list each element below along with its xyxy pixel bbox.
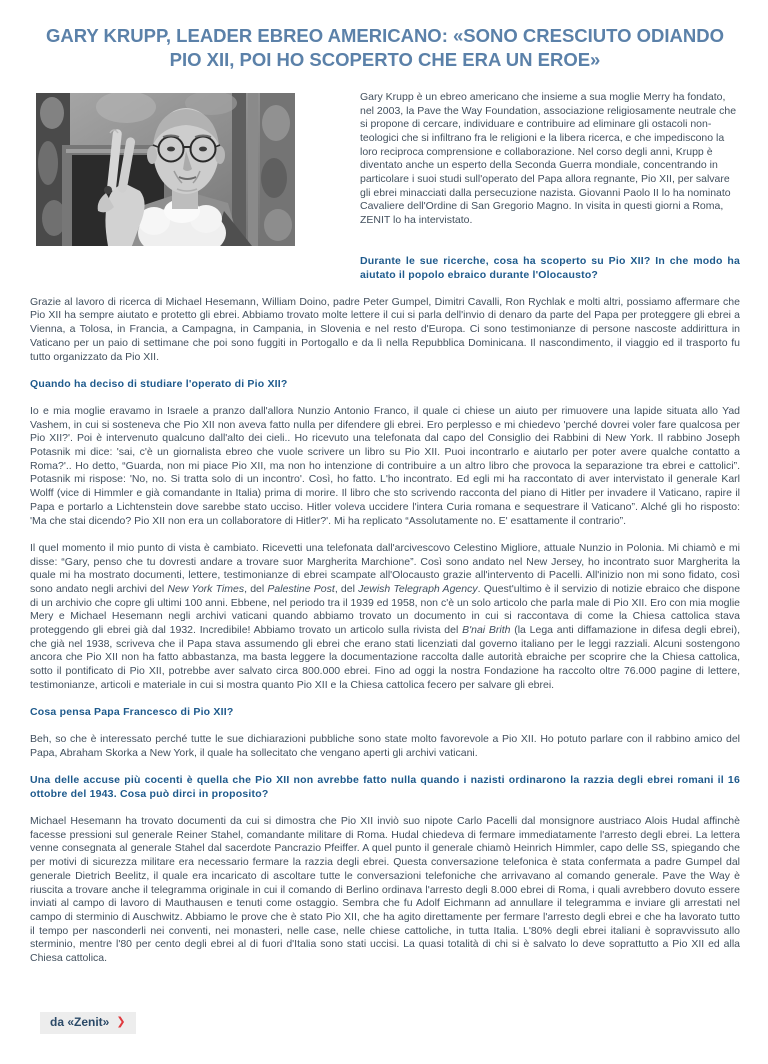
chevron-right-icon: ❯	[116, 1016, 126, 1029]
intro-paragraph: Gary Krupp è un ebreo americano che insieme a sua moglie Merry ha fondato, nel 2003, la Pave the Way Foundation, associazione religiosamente neutrale che si propone di cercare, individuare e contribuire ad eliminare gli ostacoli non-teologici che si infiltrano fra le religioni e la libera ricerca, e che impediscono la loro reciproca comprensione e collaborazione. Nel corso degli anni, Krupp è diventato anche un esperto della Seconda Guerra mondiale, concentrando in particolare i suoi studi sull'operato del Papa allora regnante, Pio XII, per salvare gli ebrei minacciati dalla persecuzione nazista. Giovanni Paolo II lo ha nominato Cavaliere dell'Ordine di San Gregorio Magno. In visita in questi giorni a Roma, ZENIT lo ha intervistato.	[360, 90, 737, 227]
answer-2-part-1: Io e mia moglie eravamo in Israele a pranzo dall'allora Nunzio Antonio Franco, il quale ci chiese un aiuto per rimuovere una lapide situata allo Yad Vashem, in cui si sosteneva che Pio XII non aveva fatto nulla per difendere gli ebrei. Ero perplesso e mi chiedevo 'perché dovrei voler fare qualcosa per Pio XII?'. Poi è intervenuto qualcuno dall'alto dei cieli.. Ho ricevuto una telefonata dal capo del Consiglio dei Rabbini di New York. Il rabbino Joseph Potasnik mi dice: 'sai, c'è un giornalista ebreo che vuole scrivere un libro su Pio XII. Puoi incontrarlo e aiutarlo per poter avere qualche contatto a Roma?'.. Ho detto, “Guarda, non mi piace Pio XII, ma non ho intenzione di contribuire a un altro libro che provoca la separazione tra ebrei e cattolici”. Potasnik mi rispose: 'No, no. Si tratta solo di un incontro'. Così, ho fatto. L'ho incontrato. Ed egli mi ha raccontato di aver intervistato il generale Karl Wolff (vice di Himmler e già comandante in Italia) prima di morire. Il libro che sto scrivendo racconta del piano di Hitler per invadere il Vaticano, rapire il Papa e portarlo a Lichtenstein dove sarebbe stato ucciso. Hitler voleva uccidere l'intera Curia romana e sequestrare il Vaticano”. Alché gli ho risposto: 'Ma che stai dicendo? Pio XII non era un collaboratore di Hitler?'. Mi ha replicato “Assolutamente no. E' esattamente il contrario”.	[30, 404, 740, 527]
source-link[interactable]	[40, 1012, 136, 1035]
question-1: Durante le sue ricerche, cosa ha scoperto su Pio XII? In che modo ha aiutato il popolo ebraico durante l'Olocausto?	[360, 254, 740, 281]
article-footer	[30, 1012, 740, 1035]
page-title: GARY KRUPP, LEADER EBREO AMERICANO: «SONO CRESCIUTO ODIANDO PIO XII, POI HO SCOPERTO CHE ERA UN EROE»	[45, 25, 725, 71]
answer-1: Grazie al lavoro di ricerca di Michael Hesemann, William Doino, padre Peter Gumpel, Dimitri Cavalli, Ron Rychlak e molti altri, possiamo affermare che Pio XII ha sempre aiutato e protetto gli ebrei. Abbiamo trovato molte lettere il cui si parla dell'invio di denaro da parte del Papa per proteggere gli ebrei a Vienna, a Tolosa, in Francia, a Campagna, in Campania, in Slovenia e nel resto d'Europa. Ci sono testimonianze di persone nascoste addirittura in Vaticano per un paio di settimane che poi sono fuggiti in Portogallo e da lì nella Repubblica Dominicana. Il nascondimento, il viaggio ed il trasporto fu tutto organizzato da Pio XII.	[30, 295, 740, 363]
question-2: Quando ha deciso di studiare l'operato di Pio XII?	[30, 377, 288, 390]
question-4: Una delle accuse più cocenti è quella che Pio XII non avrebbe fatto nulla quando i nazisti ordinarono la razzia degli ebrei romani il 16 ottobre del 1943. Cosa può dirci in proposito?	[30, 774, 740, 800]
source-label: da «Zenit»	[50, 1014, 110, 1029]
answer-3: Beh, so che è interessato perché tutte le sue dichiarazioni pubbliche sono state molto favorevole a Pio XII. Ho potuto parlare con il rabbino amico del Papa, Abraham Skorka a New York, il quale ha sollecitato che vengano aperti gli archivi vaticani.	[30, 733, 740, 759]
pius-xii-photo-graphic	[36, 93, 295, 246]
article-body	[30, 91, 740, 966]
pius-xii-photo	[36, 93, 295, 246]
answer-2-part-2: Il quel momento il mio punto di vista è cambiato. Ricevetti una telefonata dall'arcivescovo Celestino Migliore, attuale Nunzio in Polonia. Mi chiamò e mi disse: “Gary, penso che tu dovresti andare a trovare suor Margherita Marchione”. Così sono andato nel New Jersey, ho incontrato suor Margherita la quale mi ha mostrato documenti, lettere, testimonianze di ebrei scampate all'Olocausto grazie all'intervento di Pacelli. All'inizio non mi sono fidato, così sono andato negli archivi del New York Times, del Palestine Post, del Jewish Telegraph Agency. Quest'ultimo è il servizio di notizie ebraico che dispone di un archivio che copre gli ultimi 100 anni. Ebbene, nel periodo tra il 1939 ed 1958, non c'è un solo articolo che parla male di Pio XII. Ero con mia moglie Mery e Michael Hesemann negli archivi vaticani quando abbiamo trovato un documento in cui si raccontava di come la Chiesa cattolica stava proteggendo gli ebrei già dal 1932. Incredibile! Abbiamo trovato un articolo sulla rivista del B'nai Brith (la Lega anti diffamazione in difesa degli ebrei), che già nel 1938, scriveva che il Papa stava assumendo gli ebrei che erano stati licenziati dal governo italiano per le leggi razziali. Alcuni sostengono ancora che Pio XII non ha fatto abbastanza, ma basta leggere la documentazione raccolta dalle autorità ebraiche per scoprire che la Chiesa cattolica, sotto il pontificato di Pio XII, potrebbe aver salvato circa 800.000 ebrei. Fino ad oggi la nostra Fondazione ha raccolto oltre 76.000 pagine di lettere, testimonianze, articoli e materiale in cui si mostra quanto Pio XII e la Chiesa cattolica fecero per salvare gli ebrei.	[30, 541, 741, 691]
question-3: Cosa pensa Papa Francesco di Pio XII?	[30, 706, 234, 719]
answer-4: Michael Hesemann ha trovato documenti da cui si dimostra che Pio XII inviò suo nipote Carlo Pacelli dal monsignore austriaco Alois Hudal affinchè facesse pressioni sul generale Reiner Stahel, comandante militare di Roma. Hudal chiedeva di fermare immediatamente l'arresto degli ebrei. La lettera venne consegnata al generale Stahel dal sacerdote Pancrazio Pfeiffer. A quel punto il generale chiamò Heinrich Himmler, capo delle SS, spiegando che per motivi di sicurezza militare era necessario fermare la razzia degli ebrei. Questa conversazione telefonica è stata confermata a padre Gumpel dal generale Dietrich Beelitz, il quale era incaricato di ascoltare tutte le conversazioni telefoniche che arrivavano al comando generale. Pave the Way è riuscita a trovare anche il telegramma originale in cui il comando di Berlino ordinava l'arresto degli 8.000 ebrei di Roma, i quali avrebbero dovuto essere inviati al campo di lavoro di Mauthausen e tenuti come ostaggio. Sembra che fu Adolf Eichmann ad annullare il telegramma e inviare gli arrestati nel campo di sterminio di Auschwitz. Abbiamo le prove che è stato Pio XII, che ha agito direttamente per fermare l'arresto degli ebrei e che ha lavorato tutto il tempo per nasconderli nei conventi, nei monasteri, nelle case, nelle chiese cattoliche, in tutta Italia. L'80% degli ebrei italiani è sopravvissuto allo sterminio, mentre l'80 per cento degli ebrei al di fuori d'Italia sono stati uccisi. La quasi totalità di chi si è salvato lo deve soprattutto a Pio XII ed alla Chiesa cattolica.	[30, 815, 740, 965]
